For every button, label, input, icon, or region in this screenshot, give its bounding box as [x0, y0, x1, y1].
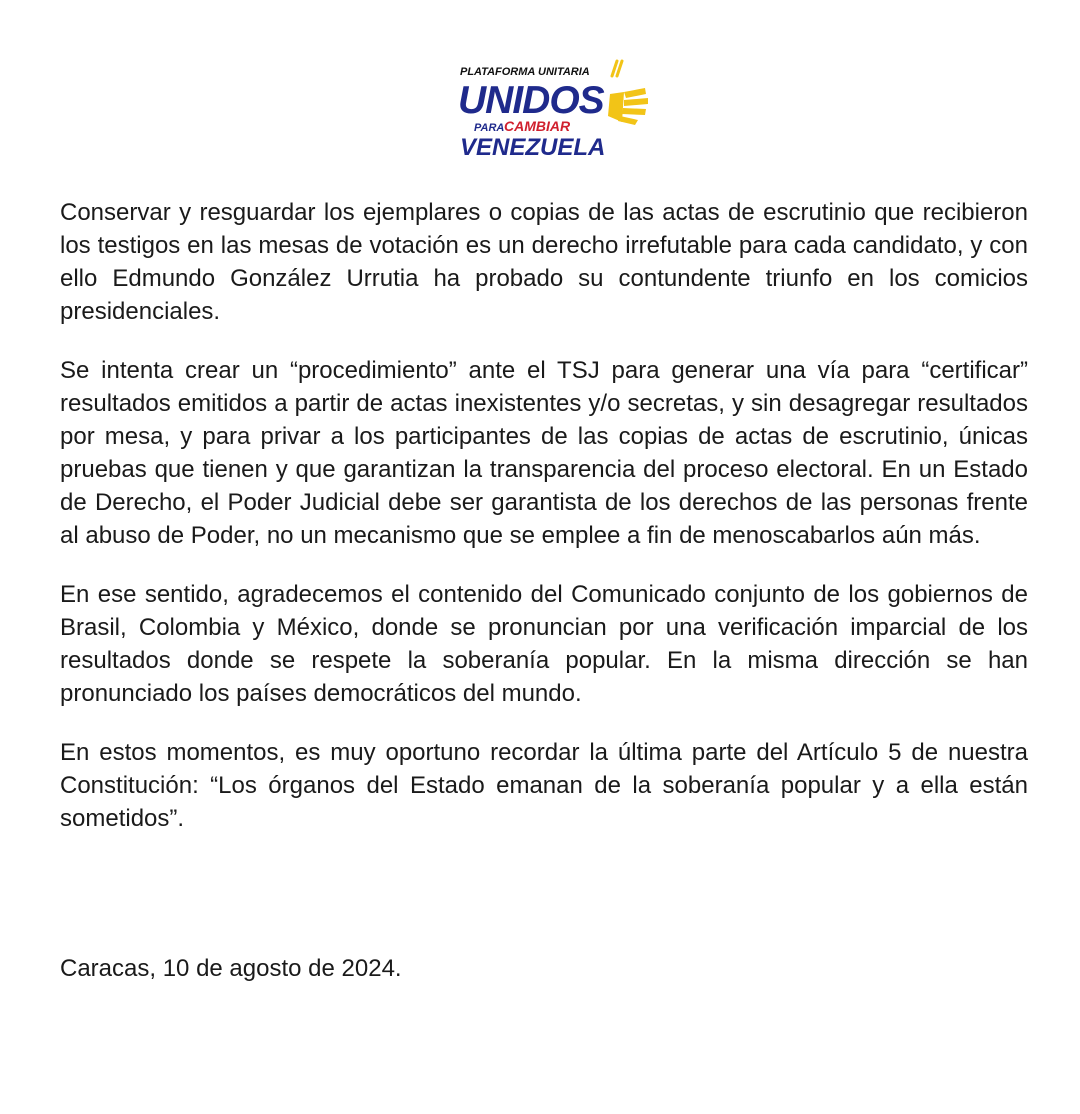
- statement-body: [60, 196, 1028, 861]
- unidos-logo: [452, 58, 652, 162]
- logo-platform-text: PLATAFORMA UNITARIA: [460, 66, 590, 78]
- closing-date: Caracas, 10 de agosto de 2024.: [60, 955, 402, 982]
- statement-paragraph: Conservar y resguardar los ejemplares o copias de las actas de escrutinio que recibieron los testigos en las mesas de votación es un derecho irrefutable para cada candidato, y con ello Edmundo González Urrutia ha probado su contundente triunfo en los comicios presidenciales.: [60, 199, 1028, 325]
- unidos-logo-graphic: [452, 58, 652, 162]
- logo-para-text: PARA: [474, 122, 505, 134]
- statement-paragraph: En ese sentido, agradecemos el contenido del Comunicado conjunto de los gobiernos de Brasil, Colombia y México, donde se pronuncian por una verificación imparcial de los resultados donde se respete la soberanía popular. En la misma dirección se han pronunciado los países democráticos del mundo.: [60, 581, 1028, 707]
- logo-unidos-text: UNIDOS: [458, 79, 604, 122]
- logo-venezuela-text: VENEZUELA: [460, 134, 606, 161]
- statement-paragraph: Se intenta crear un “procedimiento” ante el TSJ para generar una vía para “certificar” resultados emitidos a partir de actas inexistentes y/o secretas, y sin desagregar resultados por mesa, y para privar a los participantes de las copias de actas de escrutinio, únicas pruebas que tienen y que garantizan la transparencia del proceso electoral. En un Estado de Derecho, el Poder Judicial debe ser garantista de los derechos de las personas frente al abuso de Poder, no un mecanismo que se emplee a fin de menoscabarlos aún más.: [60, 357, 1028, 549]
- hand-icon: [608, 88, 648, 125]
- logo-cambiar-text: CAMBIAR: [504, 118, 571, 134]
- statement-paragraph: En estos momentos, es muy oportuno recordar la última parte del Artículo 5 de nuestra Constitución: “Los órganos del Estado emanan de la soberanía popular y a ella están sometidos”.: [60, 739, 1028, 832]
